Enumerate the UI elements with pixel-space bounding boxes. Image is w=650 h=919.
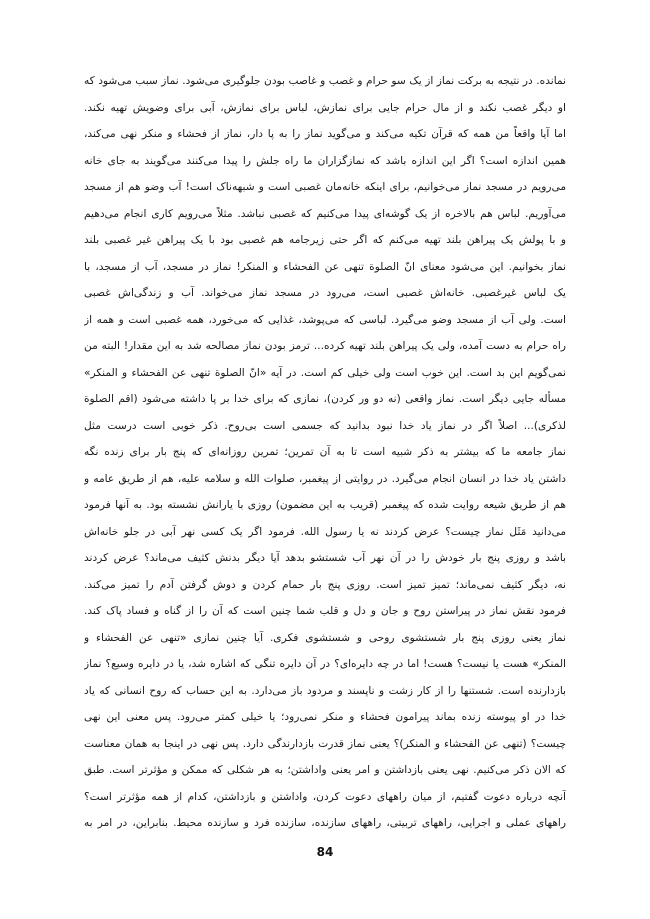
text-line: نمی‌گویم این بد است. این خوب است ولی خیلی کم است. در آیه «انّ الصلوة تنهی عن الفحشاء و المنکر» <box>84 366 566 379</box>
text-line: راههای عملی و اجرایی، راههای تربیتی، راههای سازنده، سازنده فرد و سازنده محیط. بنابراین، در امر به <box>84 817 566 829</box>
text-line: نماز جامعه ما که بیشتر به ذکر شبیه است تا به آن تمرین؛ تمرین روزانه‌ای که پنج بار برای زنده نگه <box>84 446 566 458</box>
text-line: خدا در او پیوسته زنده بماند پیرامون فحشاء و منکر نمی‌رود؛ یا خیلی کمتر می‌رود. پس معنی این نهی <box>84 711 566 723</box>
text-line: لذکری)... اصلاً اگر در نماز یاد خدا نبود بدانید که جسمی است بی‌روح. ذکر خوبی است درست مثل <box>84 419 566 432</box>
text-line: می‌دانید مَثَل نماز چیست؟ عرض کردند نه یا رسول الله. فرمود اگر یک کسی نهر آبی در جلو خانه‌اش <box>84 525 566 538</box>
text-line: نماز یعنی روزی پنج بار شستشوی روحی و شستشوی فکری. آیا چنین نمازی «تنهی عن الفحشاء و <box>84 631 566 644</box>
text-line: المنکر» هست یا نیست؟ هست! اما در چه دایره‌ای؟ در آن دایره تنگی که اشاره شد، یا در دایره وسیع؟ نماز <box>84 658 566 670</box>
text-line: هم از طریق شیعه روایت شده که پیغمبر (قریب به این مضمون) روزی با یارانش نشسته بود. به آنها فرمود <box>84 499 566 511</box>
text-line: آنچه درباره دعوت گفتیم، از میان راههای دعوت کردن، واداشتن و بازداشتن، کدام از همه مؤثرتر است؟ <box>84 790 566 803</box>
text-line: باشد و روزی پنج بار خودش را در آن نهر آب شستشو بدهد آیا دیگر بدنش کثیف می‌ماند؟ عرض کردند <box>84 552 566 564</box>
text-line: می‌رویم در مسجد نماز می‌خوانیم، برای اینکه خانه‌مان غصبی است و شبهه‌ناک است! آب وضو هم از مسجد <box>84 181 566 193</box>
text-line: و با پولش یک پیراهن بلند تهیه می‌کنم که اگر حتی زیرجامه هم غصبی بود با یک پیراهن غیر غصبی بلند <box>84 234 566 246</box>
text-line: چیست؟ (تنهی عن الفحشاء و المنکر)؟ یعنی نماز قدرت بازدارندگی دارد. پس نهی در اینجا به همان معناست <box>84 737 566 750</box>
text-line: بازدارنده است. شستنها را از کار زشت و ناپسند و مردود باز می‌دارد. به این حساب که روح انسانی که یاد <box>84 684 566 697</box>
text-line: مسأله جایی دیگر است. نماز واقعی (نه دو ور کردن)، نمازی که برای خدا بر پا داشته می‌شود (اقم الصلوة <box>84 393 566 405</box>
text-line: او دیگر غصب نکند و از مال حرام جایی برای نمازش، لباس برای نمازش، آبی برای وضویش تهیه نکند. <box>84 101 566 114</box>
text-line: راه حرام به دست آمده، ولی یک پیراهن بلند تهیه کرده... ترمز بودن نماز مصالحه شد به این مقدار! البته من <box>84 340 566 352</box>
body-text <box>84 68 566 837</box>
text-line: همین اندازه است؟ اگر این اندازه باشد که نمازگزاران ما راه جلش را پیدا می‌کنند می‌گویند به جای خانه <box>84 154 566 167</box>
page-number: 84 <box>316 845 334 859</box>
text-line: اما آیا واقعاً من همه که قرآن تکیه می‌کند و می‌گوید نماز را به پا دار، نماز از فحشاء و منکر نهی می‌کند، <box>84 128 566 140</box>
text-line: نمانده. در نتیجه به برکت نماز از یک سو حرام و غصب و غاصب بودن جلوگیری می‌شود. نماز سبب می‌شود که <box>84 75 566 87</box>
text-line: است. ولی آب از مسجد وضو می‌گیرد. لباسی که می‌پوشد، غذایی که می‌خورد، همه غصبی است و همه از <box>84 313 566 326</box>
text-line: نماز بخوانیم. این می‌شود معنای انّ الصلوة تنهی عن الفحشاء و المنکر! نماز در مسجد، آب از مسجد، با <box>84 260 566 273</box>
text-line: که الان ذکر می‌کنیم. نهی یعنی بازداشتن و امر یعنی واداشتن؛ به هر شکلی که ممکن و مؤثرتر است. طبق <box>84 764 566 776</box>
text-line: داشتن یاد خدا در انسان انجام می‌گیرد. در روایتی از پیغمبر، صلوات الله و سلامه علیه، هم از طریق عامه و <box>84 472 566 485</box>
text-line: می‌آوریم. لباس هم بالاخره از یک گوشه‌ای پیدا می‌کنیم که غصبی نباشد. مثلاً می‌رویم کاری انجام می‌دهیم <box>84 207 566 220</box>
text-line: یک لباس غیرغصبی. خانه‌اش غصبی است، می‌رود در مسجد نماز می‌خواند. آب و زندگی‌اش غصبی <box>84 287 566 299</box>
text-line: فرمود نقش نماز در پیراستن روح و جان و دل و قلب شما چنین است که آن را از گناه و فساد پاک کند. <box>84 605 566 617</box>
text-line: نه، دیگر کثیف نمی‌ماند؛ تمیز تمیز است. روزی پنج بار حمام کردن و دوش گرفتن آدم را تمیز می‌کند. <box>84 578 566 591</box>
